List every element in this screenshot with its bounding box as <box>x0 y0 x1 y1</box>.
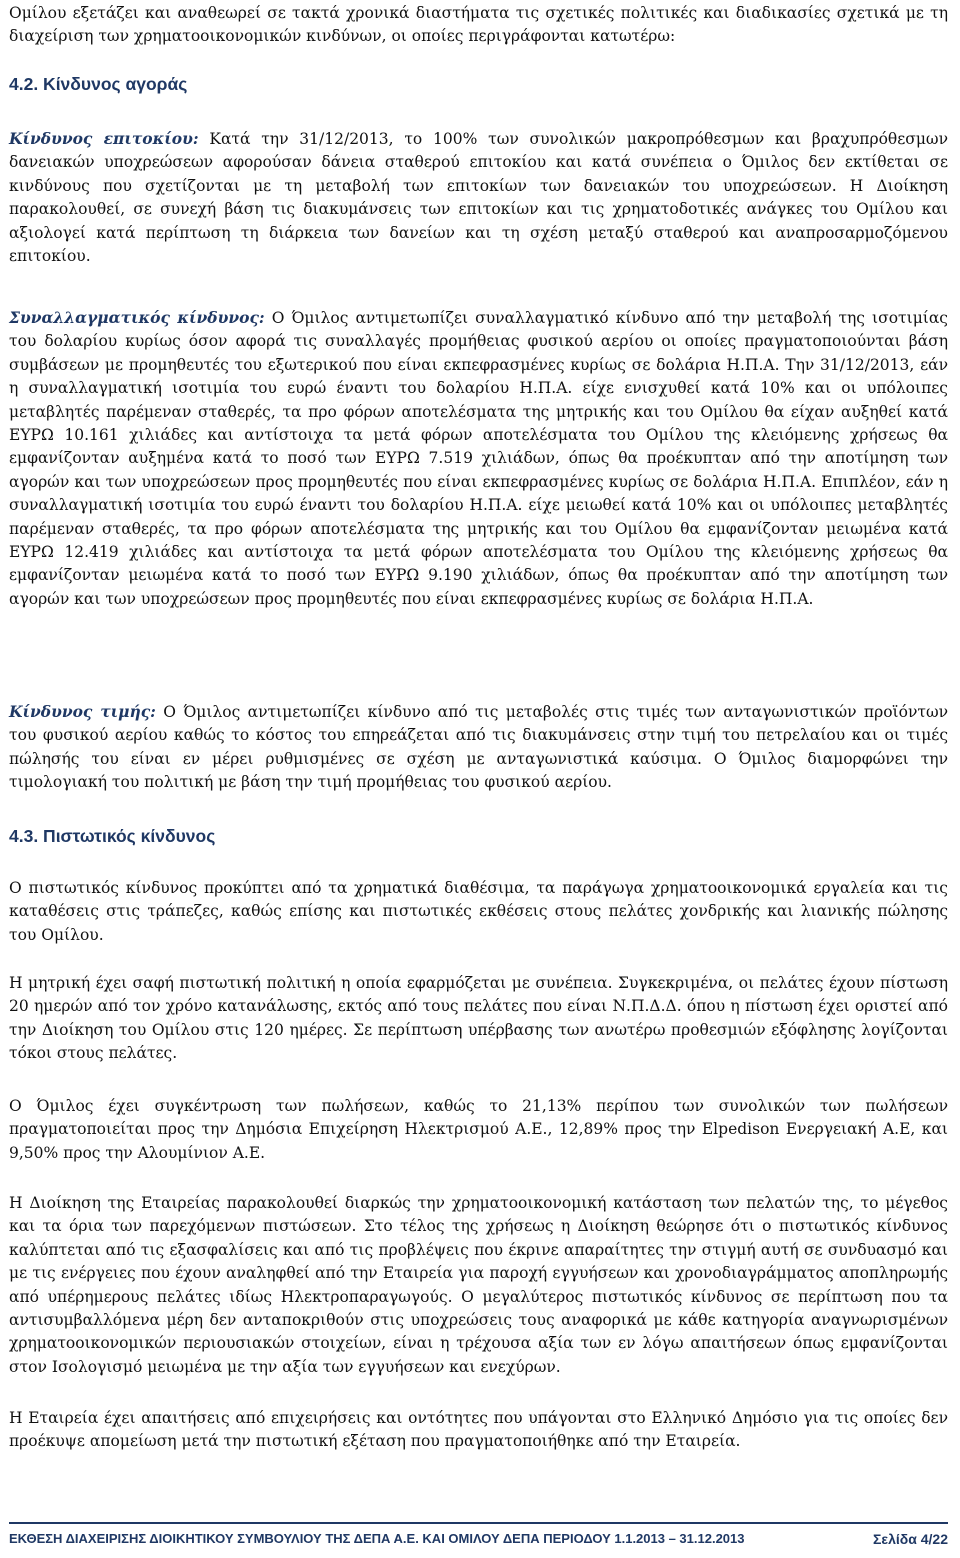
interest-rate-risk-lead: Κίνδυνος επιτοκίου: <box>9 129 199 148</box>
credit-paragraph-4: Η Διοίκηση της Εταιρείας παρακολουθεί διαρκώς την χρηματοοικονομική κατάσταση των πελατών της, το μέγεθος και τα όρια των παρεχόμενων πιστώσεων. Στο τέλος της χρήσεως η Διοίκηση θεώρησε ότι ο πιστωτικός κίνδυνος καλύπτεται από τις εξασφαλίσεις και από τις προβλέψεις που έκρινε απαραίτητες την στιγμή αυτή σε συνδυασμό και με τις ενέργειες που έχουν αναληφθεί από την Εταιρεία για παροχή εγγυήσεων και χρονοδιαγράμματος αποπληρωμής από υπέρημερους πελάτες ιδίως Ηλεκτροπαραγωγούς. Ο μεγαλύτερος πιστωτικός κίνδυνος σε περίπτωση που τα αντισυμβαλλόμενα μέρη δεν ανταποκριθούν στις υποχρεώσεις τους αναφορικά με κάθε κατηγορία αναγνωρισμένων χρηματοοικονομικών περιουσιακών στοιχείων, είναι η τρέχουσα αξία των εν λόγω απαιτήσεων όπως εμφανίζονται στον Ισολογισμό μειωμένα με την αξία των εγγυήσεων και ενεχύρων. <box>9 1194 948 1376</box>
section-heading-market-risk: 4.2. Κίνδυνος αγοράς <box>9 74 188 94</box>
intro-paragraph: Ομίλου εξετάζει και αναθεωρεί σε τακτά χρονικά διαστήματα τις σχετικές πολιτικές και διαδικασίες σχετικά με τη διαχείριση των χρηματοοικονομικών κινδύνων, οι οποίες περιγράφονται κατωτέρω: <box>9 4 948 46</box>
fx-risk-paragraph <box>9 306 948 611</box>
footer-report-title: ΕΚΘΕΣΗ ΔΙΑΧΕΙΡΙΣΗΣ ΔΙΟΙΚΗΤΙΚΟΥ ΣΥΜΒΟΥΛΙΟΥ ΤΗΣ ΔΕΠΑ Α.Ε. ΚΑΙ ΟΜΙΛΟΥ ΔΕΠΑ ΠΕΡΙΟΔΟΥ 1.1.2013 – 31.12.2013 <box>9 1531 745 1546</box>
interest-rate-risk-text: Κατά την 31/12/2013, το 100% των συνολικών μακροπρόθεσμων και βραχυπρόθεσμων δανειακών υποχρεώσεων αφορούσαν δάνεια σταθερού επιτοκίου και κατά συνέπεια ο Όμιλος δεν εκτίθεται σε κινδύνους που σχετίζονται με τη μεταβολή των επιτοκίων των δανειακών του υποχρεώσεων. Η Διοίκηση παρακολουθεί, σε συνεχή βάση τις διακυμάνσεις των επιτοκίων και τις χρηματοδοτικές ανάγκες του Ομίλου και αξιολογεί κατά περίπτωση τη διάρκεια των δανείων και τη σχέση μεταξύ σταθερού και αναπροσαρμοζόμενου επιτοκίου. <box>9 130 948 266</box>
credit-paragraph-2: Η μητρική έχει σαφή πιστωτική πολιτική η οποία εφαρμόζεται με συνέπεια. Συγκεκριμένα, οι πελάτες έχουν πίστωση 20 ημερών από τον χρόνο κατανάλωσης, εκτός από τους πελάτες που είναι Ν.Π.Δ.Δ. όπου η πίστωση έχει οριστεί από την Διοίκηση του Ομίλου στις 120 ημέρες. Σε περίπτωση υπέρβασης των ανωτέρω προθεσμιών εξόφλησης λογίζονται τόκοι στους πελάτες. <box>9 974 948 1063</box>
interest-rate-risk-paragraph <box>9 127 948 268</box>
price-risk-lead: Κίνδυνος τιμής: <box>9 702 156 721</box>
credit-paragraph-3: Ο Όμιλος έχει συγκέντρωση των πωλήσεων, καθώς το 21,13% περίπου των συνολικών των πωλήσεων πραγματοποιείται προς την Δημόσια Επιχείρηση Ηλεκτρισμού Α.Ε., 12,89% προς την Elpedison Ενεργειακή Α.Ε, και 9,50% προς την Αλουμίνιον Α.Ε. <box>9 1097 948 1162</box>
credit-paragraph-1: Ο πιστωτικός κίνδυνος προκύπτει από τα χρηματικά διαθέσιμα, τα παράγωγα χρηματοοικονομικά εργαλεία και τις καταθέσεις στις τράπεζες, καθώς επίσης και πιστωτικές εκθέσεις στους πελάτες χονδρικής και λιανικής πώλησης του Ομίλου. <box>9 879 948 944</box>
section-heading-credit-risk: 4.3. Πιστωτικός κίνδυνος <box>9 826 216 846</box>
page-footer <box>9 1531 948 1547</box>
footer-rule <box>9 1522 948 1524</box>
page-number: Σελίδα 4/22 <box>873 1531 948 1547</box>
price-risk-paragraph <box>9 700 948 795</box>
price-risk-text: Ο Όμιλος αντιμετωπίζει κίνδυνο από τις μεταβολές στις τιμές των ανταγωνιστικών προϊόντων του φυσικού αερίου καθώς το κόστος του επηρεάζεται από τις διακυμάνσεις στην τιμή του πετρελαίου και οι τιμές πώλησής του είναι εν μέρει ρυθμισμένες σε σχέση με ανταγωνιστικά καύσιμα. Ο Όμιλος διαμορφώνει την τιμολογιακή του πολιτική με βάση την τιμή προμήθειας του φυσικού αερίου. <box>9 703 949 792</box>
fx-risk-text: Ο Όμιλος αντιμετωπίζει συναλλαγματικό κίνδυνο από την μεταβολή της ισοτιμίας του δολαρίου κυρίως όσον αφορά τις συναλλαγές προμήθειας φυσικού αερίου οι οποίες πραγματοποιούνται βάση συμβάσεων με προμηθευτές του εξωτερικού που είναι εκπεφρασμένες κυρίως σε δολάρια Η.Π.Α. Την 31/12/2013, εάν η συναλλαγματική ισοτιμία του ευρώ έναντι του δολαρίου Η.Π.Α. είχε ενισχυθεί κατά 10% και οι υπόλοιπες μεταβλητές παρέμεναν σταθερές, τα προ φόρων αποτελέσματα της μητρικής και του Ομίλου θα είχαν αυξηθεί κατά ΕΥΡΩ 10.161 χιλιάδες και αντίστοιχα τα μετά φόρων αποτελέσματα του Ομίλου της κλειόμενης χρήσεως θα εμφανίζονταν αυξημένα κατά το ποσό των ΕΥΡΩ 7.519 χιλιάδων, όπως θα προέκυπταν από την αποτίμηση των αγορών και των υποχρεώσεων προς προμηθευτές που είναι εκπεφρασμένες κυρίως σε δολάρια Η.Π.Α. Επιπλέον, εάν η συναλλαγματική ισοτιμία του ευρώ έναντι του δολαρίου Η.Π.Α. είχε μειωθεί κατά 10% και οι υπόλοιπες μεταβλητές παρέμεναν σταθερές, τα προ φόρων αποτελέσματα της μητρικής και του Ομίλου θα εμφανίζονταν μειωμένα κατά ΕΥΡΩ 12.419 χιλιάδες και αντίστοιχα τα μετά φόρων αποτελέσματα του Ομίλου της κλειόμενης χρήσεως θα εμφανίζονταν μειωμένα κατά το ποσό των ΕΥΡΩ 9.190 χιλιάδων, όπως θα προέκυπταν από την αποτίμηση των αγορών και των υποχρεώσεων προς προμηθευτές που είναι εκπεφρασμένες κυρίως σε δολάρια Η.Π.Α. <box>9 309 948 608</box>
fx-risk-lead: Συναλλαγματικός κίνδυνος: <box>9 308 265 327</box>
credit-paragraph-5: Η Εταιρεία έχει απαιτήσεις από επιχειρήσεις και οντότητες που υπάγονται στο Ελληνικό Δημόσιο για τις οποίες δεν προέκυψε απομείωση μετά την πιστωτική εξέταση που πραγματοποιήθηκε από την Εταιρεία. <box>9 1409 948 1451</box>
